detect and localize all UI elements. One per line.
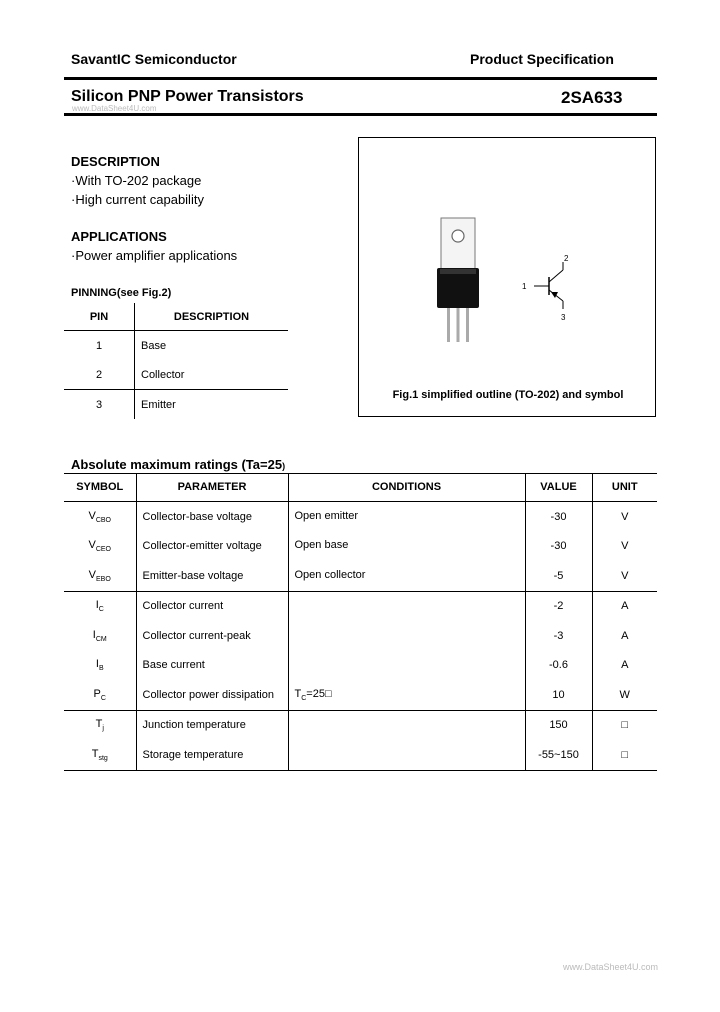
ratings-title	[71, 457, 285, 472]
unit-cell: A	[621, 629, 629, 642]
product-line-title: Silicon PNP Power Transistors	[71, 88, 304, 105]
value-cell: -55~150	[525, 740, 592, 770]
table-row	[64, 740, 657, 770]
symbol-cell	[64, 621, 136, 651]
pin-number: 2	[64, 360, 135, 390]
pin-number: 3	[64, 390, 135, 420]
symbol-letter: I	[92, 628, 96, 641]
description-item: ·High current capability	[71, 192, 204, 207]
symbol-subscript: C	[100, 694, 106, 702]
parameter-cell: Collector-base voltage	[136, 502, 288, 532]
ratings-title-tail: )	[282, 461, 286, 471]
condition-text: Open emitter	[294, 509, 359, 522]
value-cell: -3	[525, 621, 592, 651]
conditions-cell	[288, 591, 525, 621]
value-cell: -5	[525, 561, 592, 591]
unit-cell: W	[619, 688, 630, 701]
applications-title: APPLICATIONS	[71, 229, 167, 244]
conditions-cell	[288, 561, 525, 591]
table-row	[64, 502, 657, 532]
ratings-table	[64, 473, 657, 771]
pin-description-header: DESCRIPTION	[173, 310, 250, 323]
unit-cell: V	[621, 569, 629, 582]
pin-description: Base	[141, 339, 167, 352]
unit-cell: A	[621, 659, 629, 672]
conditions-cell	[288, 740, 525, 770]
value-cell: -30	[525, 532, 592, 562]
parameter-cell: Collector power dissipation	[136, 680, 288, 710]
description-item: ·With TO-202 package	[71, 173, 202, 188]
conditions-cell	[288, 651, 525, 681]
conditions-cell	[288, 502, 525, 532]
symbol-pin-label: 2	[564, 254, 569, 263]
header-rule-bottom	[64, 113, 657, 116]
symbol-subscript: CM	[95, 635, 107, 643]
ratings-title-text: Absolute maximum ratings (Ta=25	[71, 457, 283, 472]
table-row	[64, 591, 657, 621]
symbol-subscript: stg	[98, 754, 108, 762]
unit-cell: □	[621, 719, 629, 732]
symbol-letter: T	[95, 718, 103, 731]
parameter-cell: Junction temperature	[136, 710, 288, 740]
parameter-header: PARAMETER	[136, 473, 288, 502]
unit-header: UNIT	[592, 473, 657, 502]
symbol-cell	[64, 740, 136, 770]
document-type: Product Specification	[470, 51, 614, 67]
table-row	[64, 621, 657, 651]
table-row	[64, 651, 657, 681]
top-watermark: www.DataSheet4U.com	[72, 104, 157, 113]
value-cell: -2	[525, 591, 592, 621]
value-cell: -0.6	[525, 651, 592, 681]
symbol-subscript: CEO	[95, 546, 111, 554]
symbol-letter: P	[93, 687, 101, 700]
table-row	[64, 532, 657, 562]
parameter-cell: Collector current-peak	[136, 621, 288, 651]
value-cell: 150	[525, 710, 592, 740]
pinning-title: PINNING(see Fig.2)	[71, 287, 172, 299]
symbol-letter: I	[95, 658, 99, 671]
unit-cell: A	[621, 600, 629, 613]
unit-cell: □	[621, 748, 629, 761]
symbol-cell	[64, 591, 136, 621]
symbol-pin-label: 1	[522, 282, 527, 291]
symbol-cell	[64, 561, 136, 591]
pin-header: PIN	[64, 303, 135, 331]
symbol-header: SYMBOL	[64, 473, 136, 502]
conditions-cell	[288, 621, 525, 651]
value-cell: -30	[525, 502, 592, 532]
symbol-subscript: j	[102, 725, 104, 733]
part-number: 2SA633	[561, 88, 623, 107]
symbol-letter: T	[91, 747, 99, 760]
symbol-cell	[64, 710, 136, 740]
figure-caption: Fig.1 simplified outline (TO-202) and symbol	[392, 389, 624, 401]
conditions-cell	[288, 710, 525, 740]
pin-description: Collector	[141, 368, 185, 381]
condition-text: Open collector	[294, 568, 366, 581]
symbol-letter: V	[88, 509, 96, 522]
conditions-cell	[288, 532, 525, 562]
table-row	[64, 710, 657, 740]
value-header: VALUE	[525, 473, 592, 502]
table-row	[64, 390, 288, 420]
unit-cell: V	[621, 540, 629, 553]
description-title: DESCRIPTION	[71, 154, 160, 169]
symbol-cell	[64, 651, 136, 681]
symbol-subscript: C	[98, 606, 104, 614]
symbol-cell	[64, 680, 136, 710]
condition-text: T	[294, 687, 302, 700]
unit-cell: V	[621, 510, 629, 523]
condition-tail: =25□	[306, 687, 332, 700]
pin-number: 1	[64, 331, 135, 361]
value-cell: 10	[525, 680, 592, 710]
conditions-cell	[288, 680, 525, 710]
symbol-cell	[64, 502, 136, 532]
symbol-letter: V	[88, 539, 96, 552]
figure-box	[358, 137, 656, 417]
header-rule-top	[64, 77, 657, 80]
condition-text: Open base	[294, 539, 349, 552]
to202-package-drawing	[359, 138, 657, 418]
symbol-subscript: EBO	[96, 575, 111, 583]
pinning-table	[64, 303, 288, 419]
ratings-header-row	[64, 473, 657, 502]
parameter-cell: Collector current	[136, 591, 288, 621]
symbol-letter: V	[88, 568, 97, 581]
symbol-pin-label: 3	[561, 313, 566, 322]
conditions-header: CONDITIONS	[288, 473, 525, 502]
table-row	[64, 680, 657, 710]
table-row	[64, 360, 288, 390]
footer-watermark: www.DataSheet4U.com	[563, 962, 659, 972]
parameter-cell: Emitter-base voltage	[136, 561, 288, 591]
parameter-cell: Collector-emitter voltage	[136, 532, 288, 562]
symbol-subscript: B	[98, 665, 104, 673]
symbol-letter: I	[95, 599, 99, 612]
company-name: SavantIC Semiconductor	[71, 51, 237, 67]
table-row	[64, 561, 657, 591]
table-row	[64, 331, 288, 361]
parameter-cell: Storage temperature	[136, 740, 288, 770]
symbol-cell	[64, 532, 136, 562]
condition-subscript: C	[301, 694, 307, 702]
parameter-cell: Base current	[136, 651, 288, 681]
symbol-subscript: CBO	[95, 516, 111, 524]
applications-item: ·Power amplifier applications	[71, 248, 238, 263]
pin-description: Emitter	[141, 398, 176, 411]
